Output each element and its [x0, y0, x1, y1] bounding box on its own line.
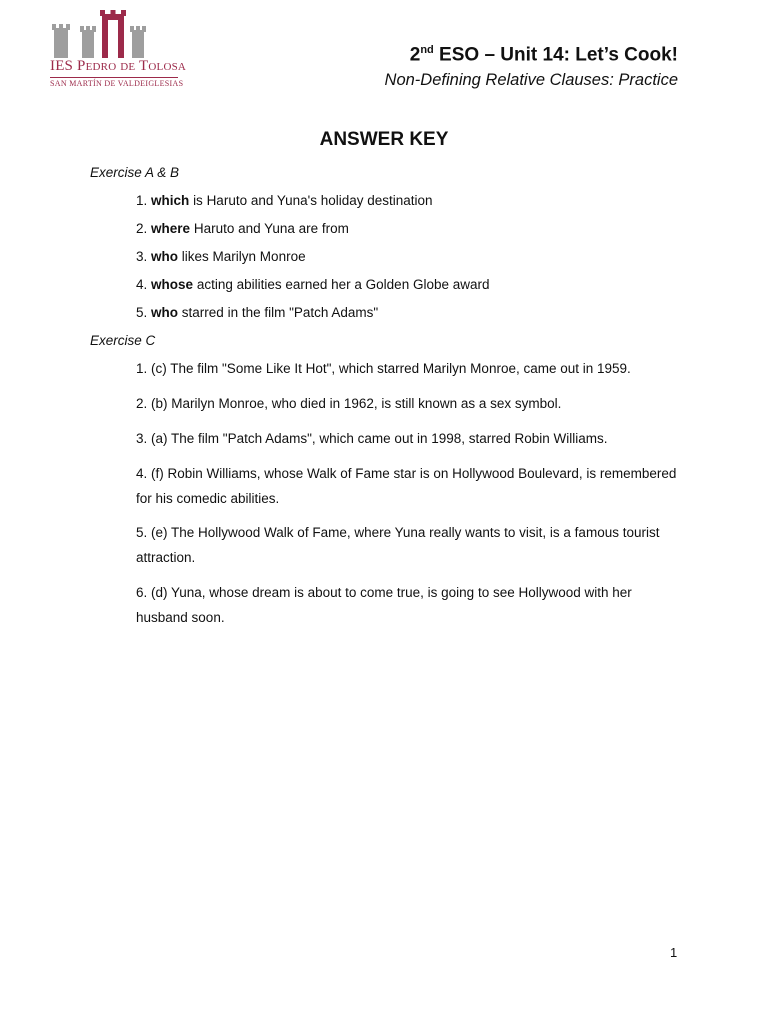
exercise-ab-item: 1. which is Haruto and Yuna's holiday destination: [136, 193, 433, 208]
exercise-c-item: 6. (d) Yuna, whose dream is about to come true, is going to see Hollywood with her husband soon.: [136, 585, 632, 625]
exercise-c-item: 5. (e) The Hollywood Walk of Fame, where Yuna really wants to visit, is a famous tourist attraction.: [136, 525, 660, 565]
document-title: ANSWER KEY: [319, 129, 449, 150]
exercise-c-item: 2. (b) Marilyn Monroe, who died in 1962, is still known as a sex symbol.: [136, 396, 562, 411]
exercise-c-item: 4. (f) Robin Williams, whose Walk of Fame star is on Hollywood Boulevard, is remembered for his comedic abilities.: [136, 466, 677, 506]
exercise-c-item: 3. (a) The film "Patch Adams", which came out in 1998, starred Robin Williams.: [136, 431, 608, 446]
school-name: IES Pedro de Tolosa: [50, 58, 187, 74]
unit-title-ordinal: nd: [420, 44, 434, 56]
exercise-c-label: Exercise C: [90, 333, 156, 348]
unit-title: [410, 44, 678, 66]
school-logo: [48, 10, 187, 90]
castle-towers-icon: [48, 10, 180, 60]
unit-title-number: 2: [409, 44, 421, 66]
logo-divider: [50, 77, 178, 78]
unit-subtitle: Non-Defining Relative Clauses: Practice: [384, 71, 678, 89]
exercise-ab-item: 2. where Haruto and Yuna are from: [136, 221, 349, 236]
exercise-ab-item: 3. who likes Marilyn Monroe: [136, 249, 306, 264]
page-number: 1: [670, 945, 678, 960]
unit-title-text: ESO – Unit 14: Let’s Cook!: [433, 44, 678, 66]
exercise-ab-item: 5. who starred in the film "Patch Adams": [136, 305, 379, 320]
school-location: SAN MARTÍN DE VALDEIGLESIAS: [50, 79, 184, 88]
exercise-c-item: 1. (c) The film "Some Like It Hot", which starred Marilyn Monroe, came out in 1959.: [136, 361, 631, 376]
exercise-ab-label: Exercise A & B: [90, 165, 180, 180]
exercise-ab-item: 4. whose acting abilities earned her a Golden Globe award: [136, 277, 490, 292]
